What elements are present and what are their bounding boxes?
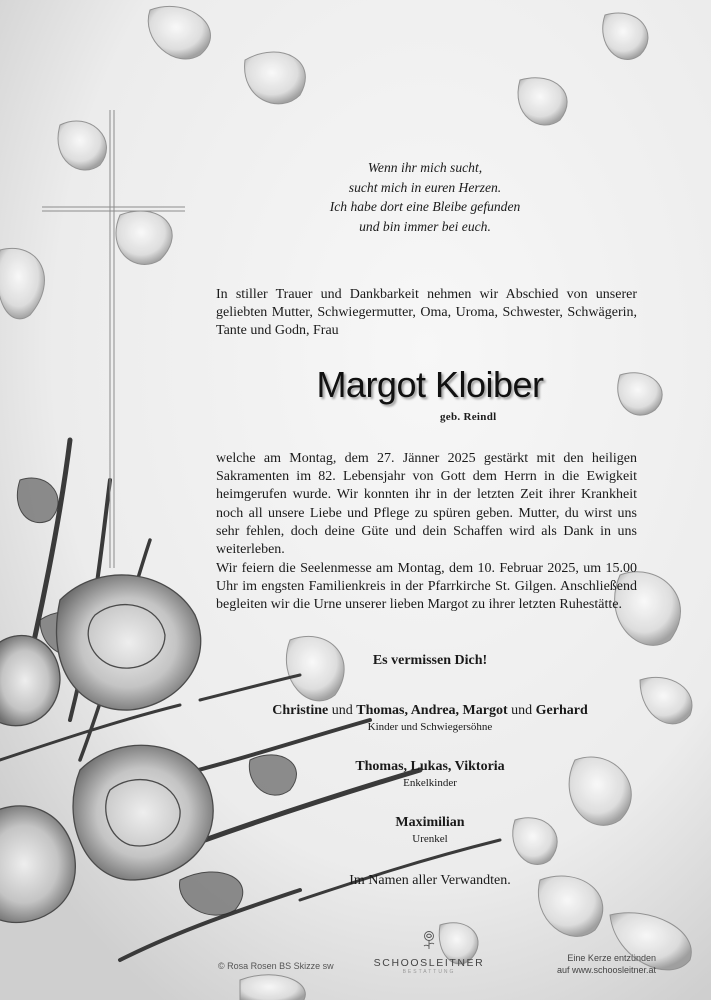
name-connector: und [328, 703, 357, 718]
mourner-role: Urenkel [412, 833, 448, 845]
mourner-group [200, 814, 660, 846]
mourner-name: Maximilian [395, 815, 465, 830]
mourner-names [200, 702, 660, 720]
poem-line: sucht mich in euren Herzen. [348, 179, 502, 195]
mourner-role: Enkelkinder [403, 777, 457, 789]
body-paragraph: welche am Montag, dem 27. Jänner 2025 gestärkt mit den heiligen Sakramenten im 82. Lebensjahr von Gott dem Herrn in die Ewigkeit heimgerufen wurde. Wir konnten ihr in der letzten Zeit ihrer Krankheit noch all unsere Liebe und Pflege zu spüren geben. Mutter, du wirst uns sehr fehlen, doch deine Güte und dein Schaffen wird als Dank in uns weiterleben. [216, 451, 637, 558]
candle-line: Eine Kerze entzünden [567, 953, 656, 963]
mourner-role: Kinder und Schwiegersöhne [367, 721, 493, 733]
poem-line: und bin immer bei euch. [359, 218, 491, 234]
mourner-group [200, 758, 660, 790]
name-connector: und [507, 703, 536, 718]
body-paragraph: Wir feiern die Seelenmesse am Montag, dem 10. Februar 2025, um 15.00 Uhr im engsten Familienkreis in der Pfarrkirche St. Gilgen. Anschließend begleiten wir die Urne unserer lieben Margot zu ihrer letzten Ruhestätte. [216, 561, 637, 613]
candle-url[interactable]: auf www.schoosleitner.at [556, 965, 656, 975]
image-credit: © Rosa Rosen BS Skizze sw [218, 961, 334, 971]
logo-subtitle: BESTATTUNG [402, 969, 456, 975]
funeral-home-logo [370, 930, 488, 975]
rose-emblem-icon [422, 930, 436, 950]
birth-name: geb. Reindl [440, 411, 497, 423]
poem [250, 158, 600, 236]
mourner-name: Christine [272, 703, 329, 718]
poem-line: Ich habe dort eine Bleibe gefunden [329, 199, 521, 214]
missing-heading: Es vermissen Dich! [372, 653, 488, 668]
mourner-group [200, 702, 660, 734]
candle-link[interactable] [520, 952, 656, 976]
closing-line: Im Namen aller Verwandten. [349, 873, 511, 888]
poem-line: Wenn ihr mich sucht, [367, 160, 483, 175]
mourner-name: Thomas, Andrea, Margot [356, 703, 508, 718]
mourner-name: Gerhard [535, 703, 588, 718]
intro-paragraph: In stiller Trauer und Dankbarkeit nehmen wir Abschied von unserer geliebten Mutter, Schwiegermutter, Oma, Uroma, Schwester, Schwägerin, Tante und Godn, Frau [216, 287, 637, 339]
deceased-name: Margot Kloiber [316, 364, 544, 405]
mourner-names [200, 758, 660, 776]
mourner-name: Thomas, Lukas, Viktoria [355, 759, 505, 774]
mourner-names [200, 814, 660, 832]
logo-name: SCHOOSLEITNER [373, 957, 485, 969]
